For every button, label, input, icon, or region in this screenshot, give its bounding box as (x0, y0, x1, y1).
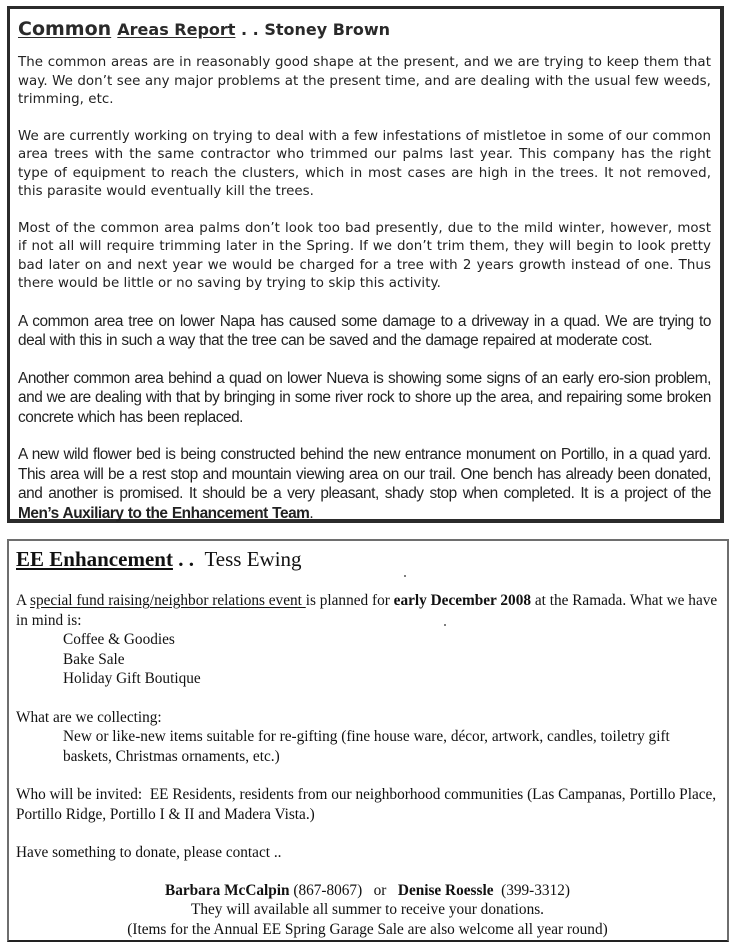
event-announcement (16, 591, 719, 630)
flower-bed-end: . (309, 504, 314, 522)
paragraph-palms: Most of the common area palms don’t look too bad presently, due to the mild winter, however, most if not all will require trimming later in the Spring. If we don’t trim them, they will begin to look pretty bad later on and next year we would be charged for a tree with 2 years growth instead of one. Thus there would be little or no saving by trying to skip this activity. (18, 220, 711, 291)
event-date: early December 2008 (393, 592, 531, 609)
list-item: Coffee & Goodies (63, 631, 175, 648)
contact-phone-barbara: (867-8067) (289, 881, 363, 899)
invited-text: Who will be invited: EE Residents, residents from our neighborhood communities (Las Campanas, Portillo Place, Portillo Ridge, Portillo I & II and Madera Vista.) (16, 786, 720, 823)
event-prefix: A (16, 592, 31, 609)
ee-heading-author: Tess Ewing (204, 547, 302, 571)
spacer (16, 689, 719, 708)
event-name: special fund raising/neighbor relations event (30, 592, 306, 609)
ee-body (16, 591, 719, 939)
contact-name-denise: Denise Roessle (397, 881, 494, 899)
common-areas-report-box (7, 6, 724, 523)
event-suffix: at the Ramada. What we have in mind is: (16, 592, 718, 629)
paragraph-condition: The common areas are in reasonably good shape at the present, and we are trying to keep them that way. We don’t see any major problems at the present time, and are dealing with the usual few weeds, trimming, etc. (18, 55, 711, 107)
spacer (16, 824, 719, 843)
contact-phone-denise: (399-3312) (493, 881, 570, 899)
ee-enhancement-box (7, 539, 729, 942)
contact-line (16, 881, 719, 901)
contacts-block (16, 881, 719, 940)
in-mind-list (16, 630, 719, 689)
heading-title-big: Common (18, 18, 112, 40)
heading-author: Stoney Brown (264, 20, 390, 39)
ee-heading-title: EE Enhancement (16, 547, 173, 571)
mens-auxiliary-credit: Men’s Auxiliary to the Enhancement Team (18, 504, 310, 522)
heading-separator: . . (235, 20, 265, 39)
paragraph-napa-tree: A common area tree on lower Napa has caused some damage to a driveway in a quad. We are trying to deal with this in such a way that the tree can be saved and the damage repaired at moderate cost. (18, 312, 711, 349)
availability-note: They will available all summer to receive your donations. (191, 901, 544, 918)
flower-bed-text: A new wild flower bed is being constructed behind the new entrance monument on Portillo, in a quad yard. This area will be a rest stop and mountain viewing area on our trail. One bench has already been donated, and another is promised. It should be a very pleasant, shady stop when completed. It is a project of the (18, 446, 711, 502)
list-item: Holiday Gift Boutique (63, 670, 201, 687)
paragraph-flower-bed (18, 445, 711, 523)
list-item: Bake Sale (63, 650, 125, 668)
contact-or: or (362, 881, 398, 899)
scan-speck (444, 624, 446, 626)
contact-name-barbara: Barbara McCalpin (165, 881, 290, 899)
paragraph-nueva-erosion: Another common area behind a quad on lower Nueva is showing some signs of an early ero-sion problem, and we are dealing with that by bringing in some river rock to shore up the area, and repairing some broken concrete which has been replaced. (18, 369, 711, 426)
event-middle: is planned for (305, 592, 394, 609)
collecting-label: What are we collecting: (16, 708, 162, 726)
ee-enhancement-heading (16, 545, 719, 573)
spacer (16, 766, 719, 785)
collecting-text: New or like-new items suitable for re-gifting (fine house ware, décor, artwork, candles, toiletry gift baskets, Christmas ornaments, etc.) (63, 728, 670, 765)
garage-sale-note: (Items for the Annual EE Spring Garage Sale are also welcome all year round) (127, 920, 608, 938)
scan-speck (404, 575, 406, 577)
donate-prompt: Have something to donate, please contact .. (16, 844, 282, 861)
paragraph-mistletoe: We are currently working on trying to deal with a few infestations of mistletoe in some of our common area trees with the same contractor who trimmed our palms last year. This company has the right type of equipment to reach the clusters, which in most cases are high in the trees. It not removed, this parasite would eventually kill the trees. (18, 128, 711, 199)
ee-heading-separator: . . (172, 547, 205, 571)
common-areas-heading (18, 17, 711, 42)
heading-title-small: Areas Report (117, 20, 236, 39)
